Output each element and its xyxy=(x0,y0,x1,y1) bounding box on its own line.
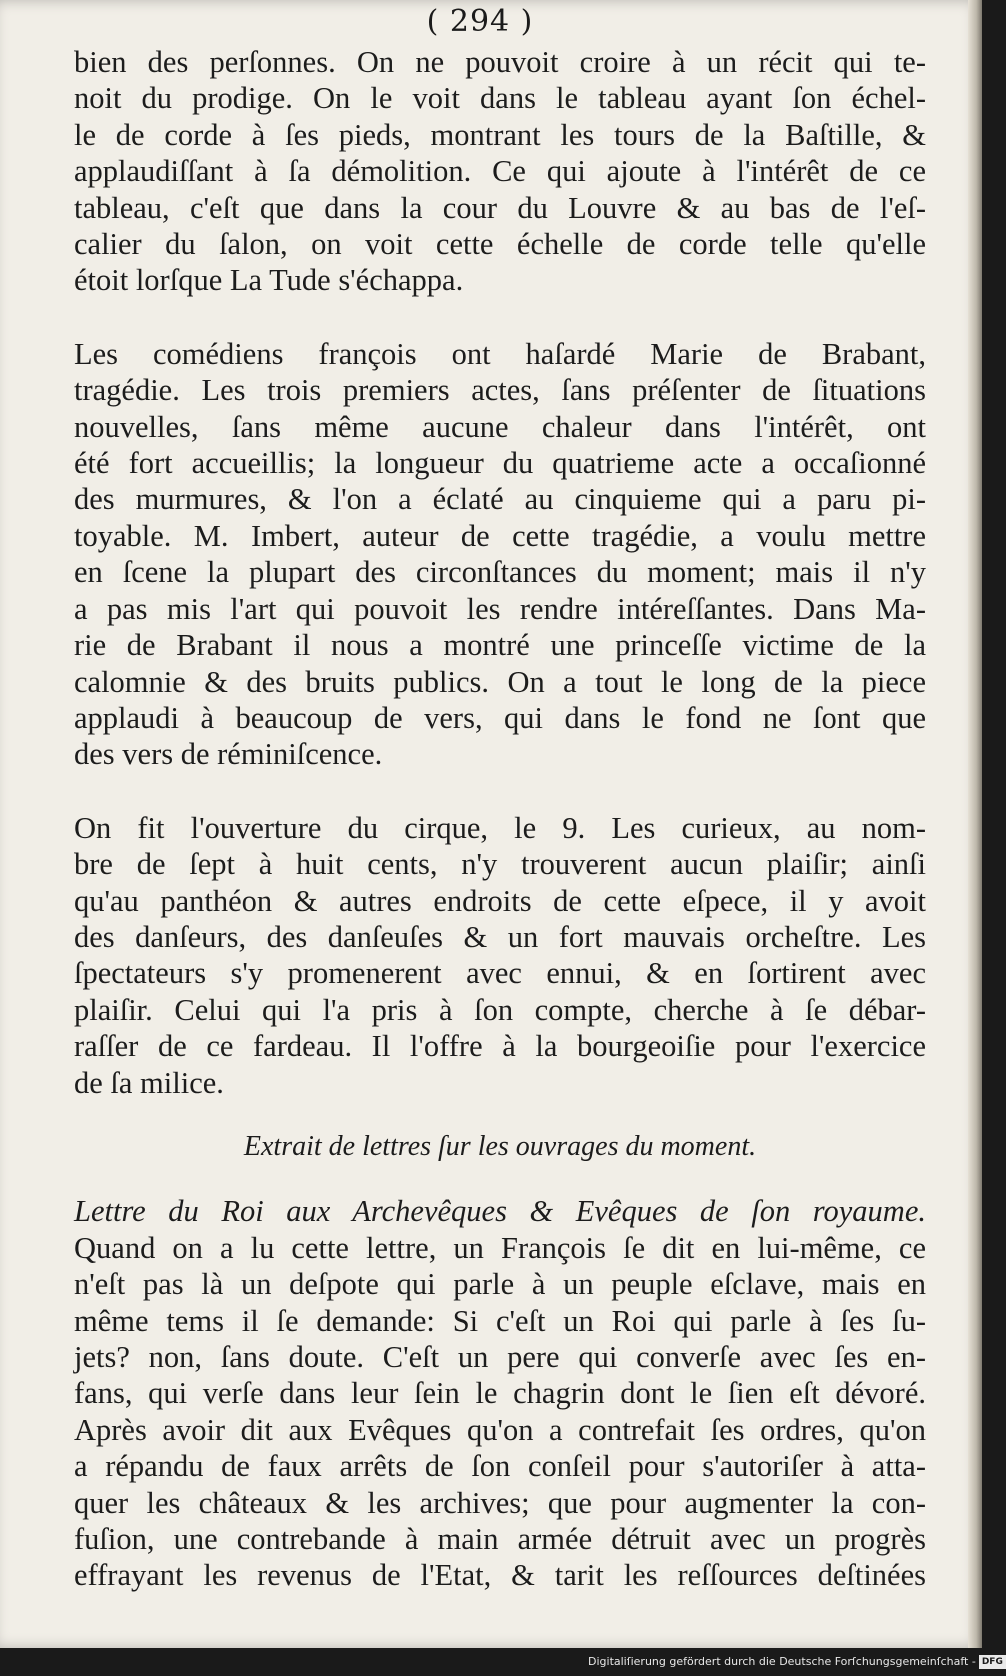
paragraph-gap xyxy=(74,773,926,810)
text-line: qu'au panthéon & autres endroits de cette eſpece, il y avoit xyxy=(74,883,926,918)
text-line: nouvelles, ſans même aucune chaleur dans l'intérêt, ont xyxy=(74,409,926,444)
text-line: raſſer de ce fardeau. Il l'offre à la bourgeoiſie pour l'exercice xyxy=(74,1029,926,1064)
section-heading: Extrait de lettres ſur les ouvrages du moment. xyxy=(243,1130,757,1162)
text-line: calomnie & des bruits publics. On a tout le long de la piece xyxy=(74,664,926,699)
paragraph-1 xyxy=(74,44,926,299)
digitization-credit xyxy=(588,1652,1003,1672)
letter-paragraph xyxy=(74,1193,926,1593)
page-number: ( 294 ) xyxy=(426,4,534,39)
dfg-logo-badge: DFG xyxy=(979,1655,1006,1669)
text-line: applaudiſſant à ſa démolition. Ce qui ajoute à l'intérêt de ce xyxy=(74,154,926,189)
section-gap xyxy=(74,1165,926,1193)
text-line: étoit lorſque La Tude s'échappa. xyxy=(74,263,464,298)
text-line: a pas mis l'art qui pouvoit les rendre intéreſſantes. Dans Ma- xyxy=(74,591,926,626)
text-line: Les comédiens françois ont haſardé Marie de Brabant, xyxy=(74,336,926,371)
text-line: de ſa milice. xyxy=(74,1065,224,1100)
letter-title: Lettre du Roi aux Archevêques & Evêques de ſon royaume. xyxy=(74,1194,926,1229)
text-line: fuſion, une contrebande à main armée détruit avec un progrès xyxy=(74,1522,926,1557)
page-body xyxy=(74,44,926,1594)
text-line: en ſcene la plupart des circonſtances du moment; mais il n'y xyxy=(74,555,926,590)
text-line: des danſeurs, des danſeuſes & un fort mauvais orcheſtre. Les xyxy=(74,919,926,954)
text-line: calier du ſalon, on voit cette échelle de corde telle qu'elle xyxy=(74,227,926,262)
text-line: Après avoir dit aux Evêques qu'on a contrefait ſes ordres, qu'on xyxy=(74,1412,926,1447)
paragraph-3 xyxy=(74,810,926,1101)
text-line: même tems il ſe demande: Si c'eſt un Roi qui parle à ſes ſu- xyxy=(74,1303,926,1338)
text-line: On fit l'ouverture du cirque, le 9. Les curieux, au nom- xyxy=(74,810,926,845)
text-line: a répandu de faux arrêts de ſon conſeil pour s'autoriſer à atta- xyxy=(74,1449,926,1484)
text-line: des vers de réminiſcence. xyxy=(74,737,383,772)
paragraph-2 xyxy=(74,336,926,773)
page-edge xyxy=(968,0,982,1648)
text-line: bien des perſonnes. On ne pouvoit croire à un récit qui te- xyxy=(74,45,926,79)
credit-text: Digitaliſierung gefördert durch die Deutsche Forſchungsgemeinſchaft - xyxy=(588,1655,976,1668)
text-line: bre de ſept à huit cents, n'y trouverent aucun plaiſir; ainſi xyxy=(74,847,926,882)
text-line: rie de Brabant il nous a montré une princeſſe victime de la xyxy=(74,628,926,663)
text-line: jets? non, ſans doute. C'eſt un pere qui converſe avec ſes en- xyxy=(74,1340,926,1374)
text-line: quer les châteaux & les archives; que pour augmenter la con- xyxy=(74,1485,926,1520)
text-line: tableau, c'eſt que dans la cour du Louvre & au bas de l'eſ- xyxy=(74,190,926,225)
text-line: noit du prodige. On le voit dans le tableau ayant ſon échel- xyxy=(74,81,926,116)
text-line: applaudi à beaucoup de vers, qui dans le fond ne ſont que xyxy=(74,700,926,735)
text-line: été fort accueillis; la longueur du quatrieme acte a occaſionné xyxy=(74,446,926,481)
text-line: fans, qui verſe dans leur ſein le chagrin dont le ſien eſt dévoré. xyxy=(74,1376,926,1411)
text-line: plaiſir. Celui qui l'a pris à ſon compte, cherche à ſe débar- xyxy=(74,992,926,1027)
text-line: le de corde à ſes pieds, montrant les tours de la Baſtille, & xyxy=(74,117,926,152)
section-gap xyxy=(74,1101,926,1129)
text-line: n'eſt pas là un deſpote qui parle à un peuple eſclave, mais en xyxy=(74,1267,926,1302)
text-line: ſpectateurs s'y promenerent avec ennui, & en ſortirent avec xyxy=(74,956,926,991)
text-line: Quand on a lu cette lettre, un François ſe dit en lui-même, ce xyxy=(74,1230,926,1265)
text-line: toyable. M. Imbert, auteur de cette tragédie, a voulu mettre xyxy=(74,518,926,553)
text-line: des murmures, & l'on a éclaté au cinquieme qui a paru pi- xyxy=(74,482,926,517)
text-line: tragédie. Les trois premiers actes, ſans préſenter de ſituations xyxy=(74,373,926,408)
paragraph-gap xyxy=(74,299,926,336)
text-line: effrayant les revenus de l'Etat, & tarit les reſſources deſtinées xyxy=(74,1558,926,1593)
